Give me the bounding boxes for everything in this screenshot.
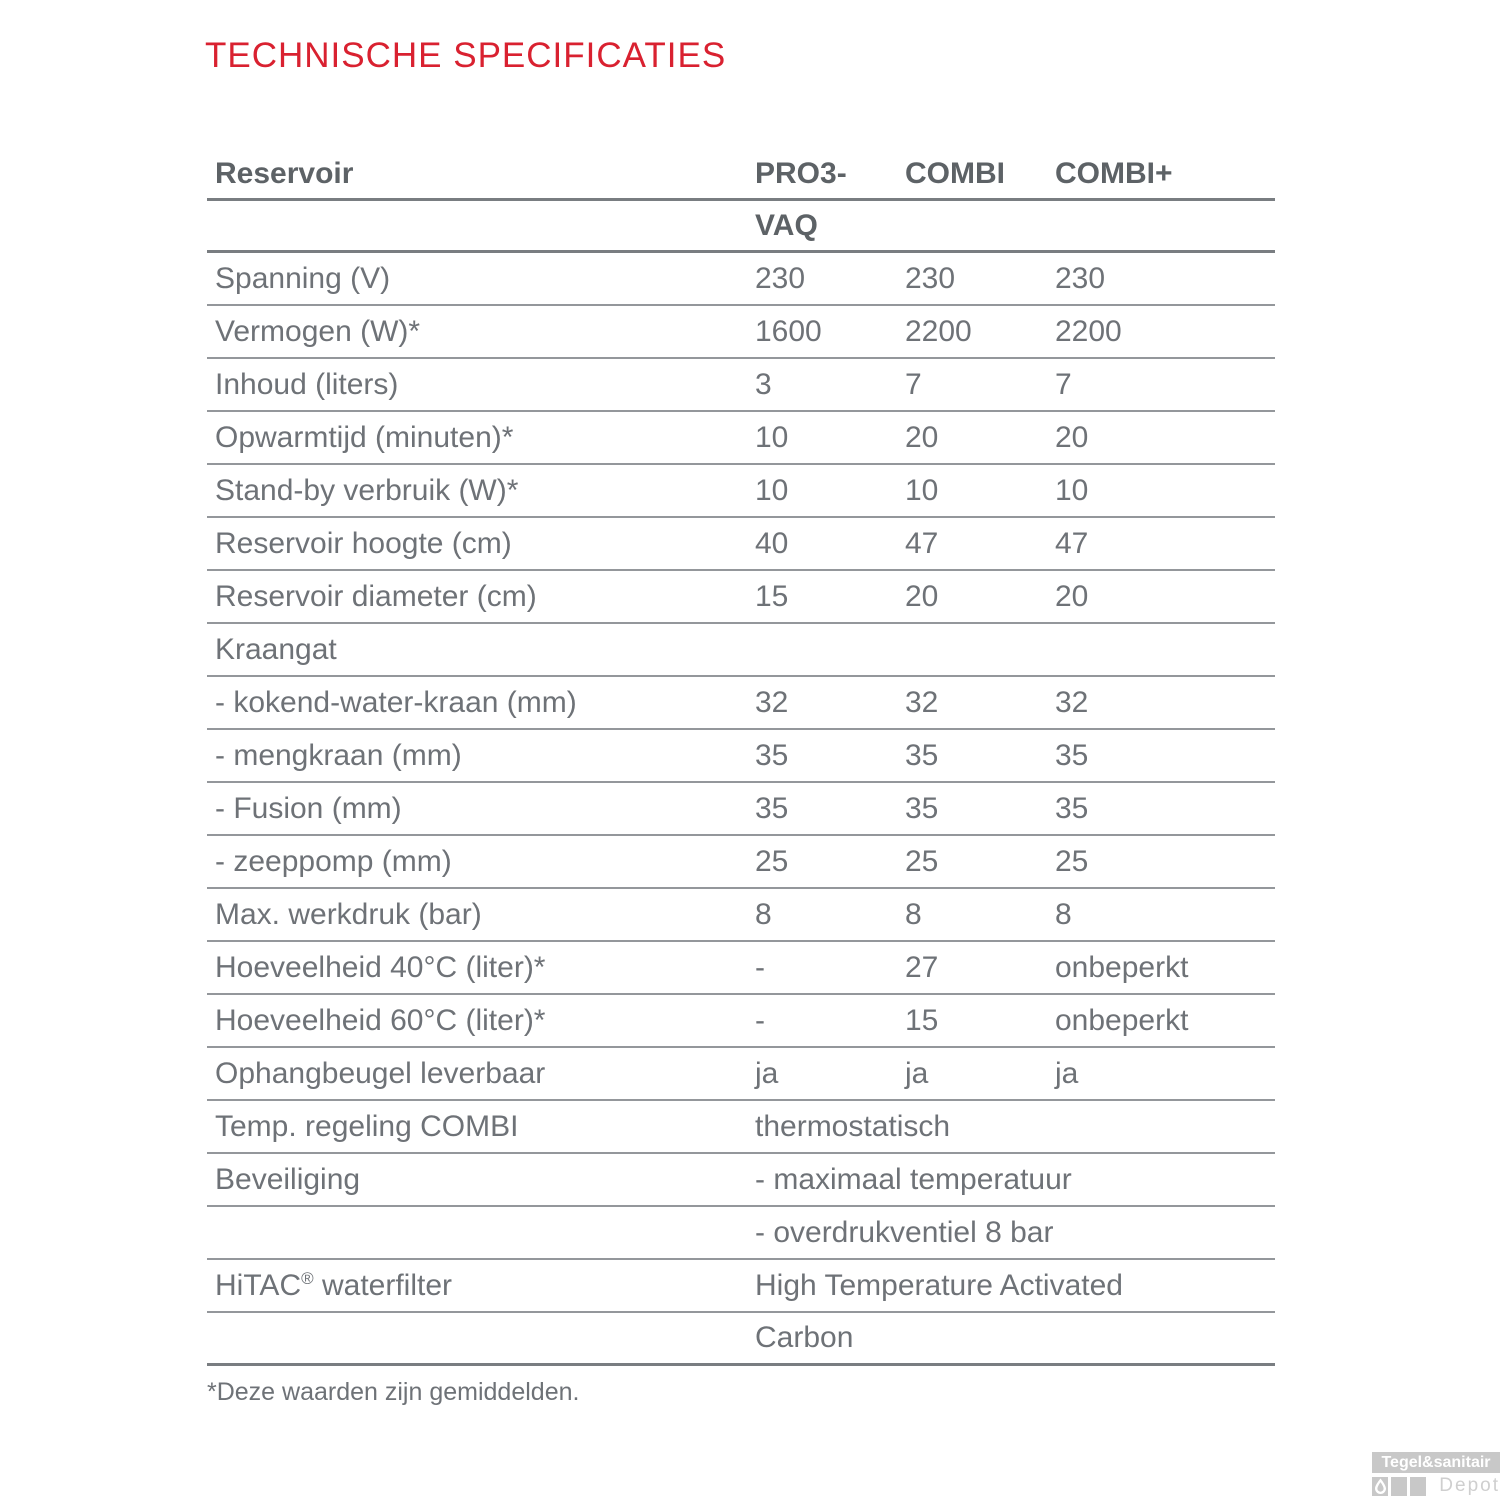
row-value-pro3: 230 xyxy=(755,261,806,295)
row-value-pro3: 40 xyxy=(755,526,789,560)
table-row xyxy=(207,1260,1275,1313)
row-value-combi-plus: ja xyxy=(1055,1056,1079,1090)
row-label: - mengkraan (mm) xyxy=(215,738,462,772)
row-value-pro3: 8 xyxy=(755,897,772,931)
row-label: HiTAC® waterfilter xyxy=(215,1268,453,1302)
table-row xyxy=(207,465,1275,518)
row-value-combi-plus: 20 xyxy=(1055,420,1089,454)
row-value-combi: 35 xyxy=(905,738,939,772)
row-value-pro3: 35 xyxy=(755,791,789,825)
row-value-span: thermostatisch xyxy=(755,1109,951,1143)
row-label: - zeeppomp (mm) xyxy=(215,844,452,878)
row-value-combi-plus: 230 xyxy=(1055,261,1106,295)
row-value-pro3: 1600 xyxy=(755,314,822,348)
row-value-combi-plus: 2200 xyxy=(1055,314,1122,348)
row-value-combi: ja xyxy=(905,1056,929,1090)
spec-table-body xyxy=(207,253,1275,1366)
spec-table xyxy=(207,150,1275,1366)
row-value-combi-plus: 35 xyxy=(1055,738,1089,772)
tegel-sanitair-depot-logo xyxy=(1372,1452,1500,1497)
row-value-combi: 20 xyxy=(905,579,939,613)
row-label: Hoeveelheid 60°C (liter)* xyxy=(215,1003,546,1037)
row-value-span: Carbon xyxy=(755,1321,854,1354)
row-value-combi: 20 xyxy=(905,420,939,454)
row-label: Stand-by verbruik (W)* xyxy=(215,473,519,507)
logo-depot-text: Depot xyxy=(1439,1475,1500,1496)
row-value-combi: 47 xyxy=(905,526,939,560)
row-value-span: - overdrukventiel 8 bar xyxy=(755,1215,1054,1249)
row-label: Max. werkdruk (bar) xyxy=(215,897,482,931)
table-row xyxy=(207,1154,1275,1207)
row-value-pro3: - xyxy=(755,950,765,984)
table-header-row xyxy=(207,150,1275,201)
row-value-combi-plus: 35 xyxy=(1055,791,1089,825)
row-label: Vermogen (W)* xyxy=(215,314,421,348)
row-value-combi: 8 xyxy=(905,897,922,931)
row-label: Temp. regeling COMBI xyxy=(215,1109,519,1143)
table-row xyxy=(207,889,1275,942)
water-drop-icon xyxy=(1372,1477,1388,1496)
row-value-pro3: 10 xyxy=(755,473,789,507)
row-value-pro3: 3 xyxy=(755,367,772,401)
table-row xyxy=(207,624,1275,677)
row-value-combi-plus: 32 xyxy=(1055,685,1089,719)
header-col-combi: COMBI xyxy=(905,157,1005,190)
logo-square xyxy=(1391,1477,1407,1496)
row-value-combi: 230 xyxy=(905,261,956,295)
row-value-pro3: 10 xyxy=(755,420,789,454)
row-value-span: - maximaal temperatuur xyxy=(755,1162,1072,1196)
row-label: Kraangat xyxy=(215,632,337,666)
row-label: Hoeveelheid 40°C (liter)* xyxy=(215,950,546,984)
logo-square xyxy=(1410,1477,1426,1496)
footnote: *Deze waarden zijn gemiddelden. xyxy=(207,1378,580,1406)
row-value-combi-plus: onbeperkt xyxy=(1055,1003,1189,1037)
row-label: Opwarmtijd (minuten)* xyxy=(215,420,514,454)
row-value-combi: 27 xyxy=(905,950,939,984)
row-value-pro3: 35 xyxy=(755,738,789,772)
row-value-combi: 32 xyxy=(905,685,939,719)
row-value-combi: 7 xyxy=(905,367,922,401)
row-label: Inhoud (liters) xyxy=(215,367,399,401)
table-row xyxy=(207,359,1275,412)
row-value-combi-plus: 8 xyxy=(1055,897,1072,931)
header-col-pro3: PRO3- xyxy=(755,157,847,190)
logo-brand-text: Tegel&sanitair xyxy=(1381,1453,1491,1471)
row-label: Beveiliging xyxy=(215,1162,361,1196)
row-value-span: High Temperature Activated xyxy=(755,1268,1123,1302)
row-label: Reservoir diameter (cm) xyxy=(215,579,537,613)
row-value-combi-plus: 25 xyxy=(1055,844,1089,878)
table-row xyxy=(207,783,1275,836)
table-row xyxy=(207,995,1275,1048)
logo-brand-bar xyxy=(1372,1452,1500,1473)
row-value-combi: 10 xyxy=(905,473,939,507)
row-value-combi-plus: 7 xyxy=(1055,367,1072,401)
table-row xyxy=(207,253,1275,306)
table-row xyxy=(207,730,1275,783)
row-value-combi: 15 xyxy=(905,1003,939,1037)
table-row xyxy=(207,412,1275,465)
row-value-combi-plus: 10 xyxy=(1055,473,1089,507)
table-row xyxy=(207,1207,1275,1260)
header-col-vaq: VAQ xyxy=(755,208,818,242)
row-value-combi-plus: onbeperkt xyxy=(1055,950,1189,984)
row-value-pro3: 15 xyxy=(755,579,789,613)
row-label: Ophangbeugel leverbaar xyxy=(215,1056,546,1090)
row-value-pro3: 25 xyxy=(755,844,789,878)
row-label: - Fusion (mm) xyxy=(215,791,402,825)
table-header-row2 xyxy=(207,201,1275,253)
row-label: Reservoir hoogte (cm) xyxy=(215,526,512,560)
table-row xyxy=(207,942,1275,995)
row-value-combi: 25 xyxy=(905,844,939,878)
row-value-combi-plus: 20 xyxy=(1055,579,1089,613)
table-row xyxy=(207,306,1275,359)
row-label: Spanning (V) xyxy=(215,261,391,295)
row-value-combi: 35 xyxy=(905,791,939,825)
page-title: TECHNISCHE SPECIFICATIES xyxy=(205,36,727,75)
row-label: - kokend-water-kraan (mm) xyxy=(215,685,577,719)
table-row xyxy=(207,571,1275,624)
row-value-combi: 2200 xyxy=(905,314,972,348)
table-row xyxy=(207,518,1275,571)
row-value-pro3: - xyxy=(755,1003,765,1037)
row-value-pro3: 32 xyxy=(755,685,789,719)
header-label-reservoir: Reservoir xyxy=(215,157,354,190)
table-row xyxy=(207,836,1275,889)
table-row xyxy=(207,1048,1275,1101)
table-row xyxy=(207,677,1275,730)
row-value-combi-plus: 47 xyxy=(1055,526,1089,560)
row-value-pro3: ja xyxy=(755,1056,779,1090)
table-row xyxy=(207,1101,1275,1154)
table-row xyxy=(207,1313,1275,1366)
header-col-combi-plus: COMBI+ xyxy=(1055,157,1173,190)
